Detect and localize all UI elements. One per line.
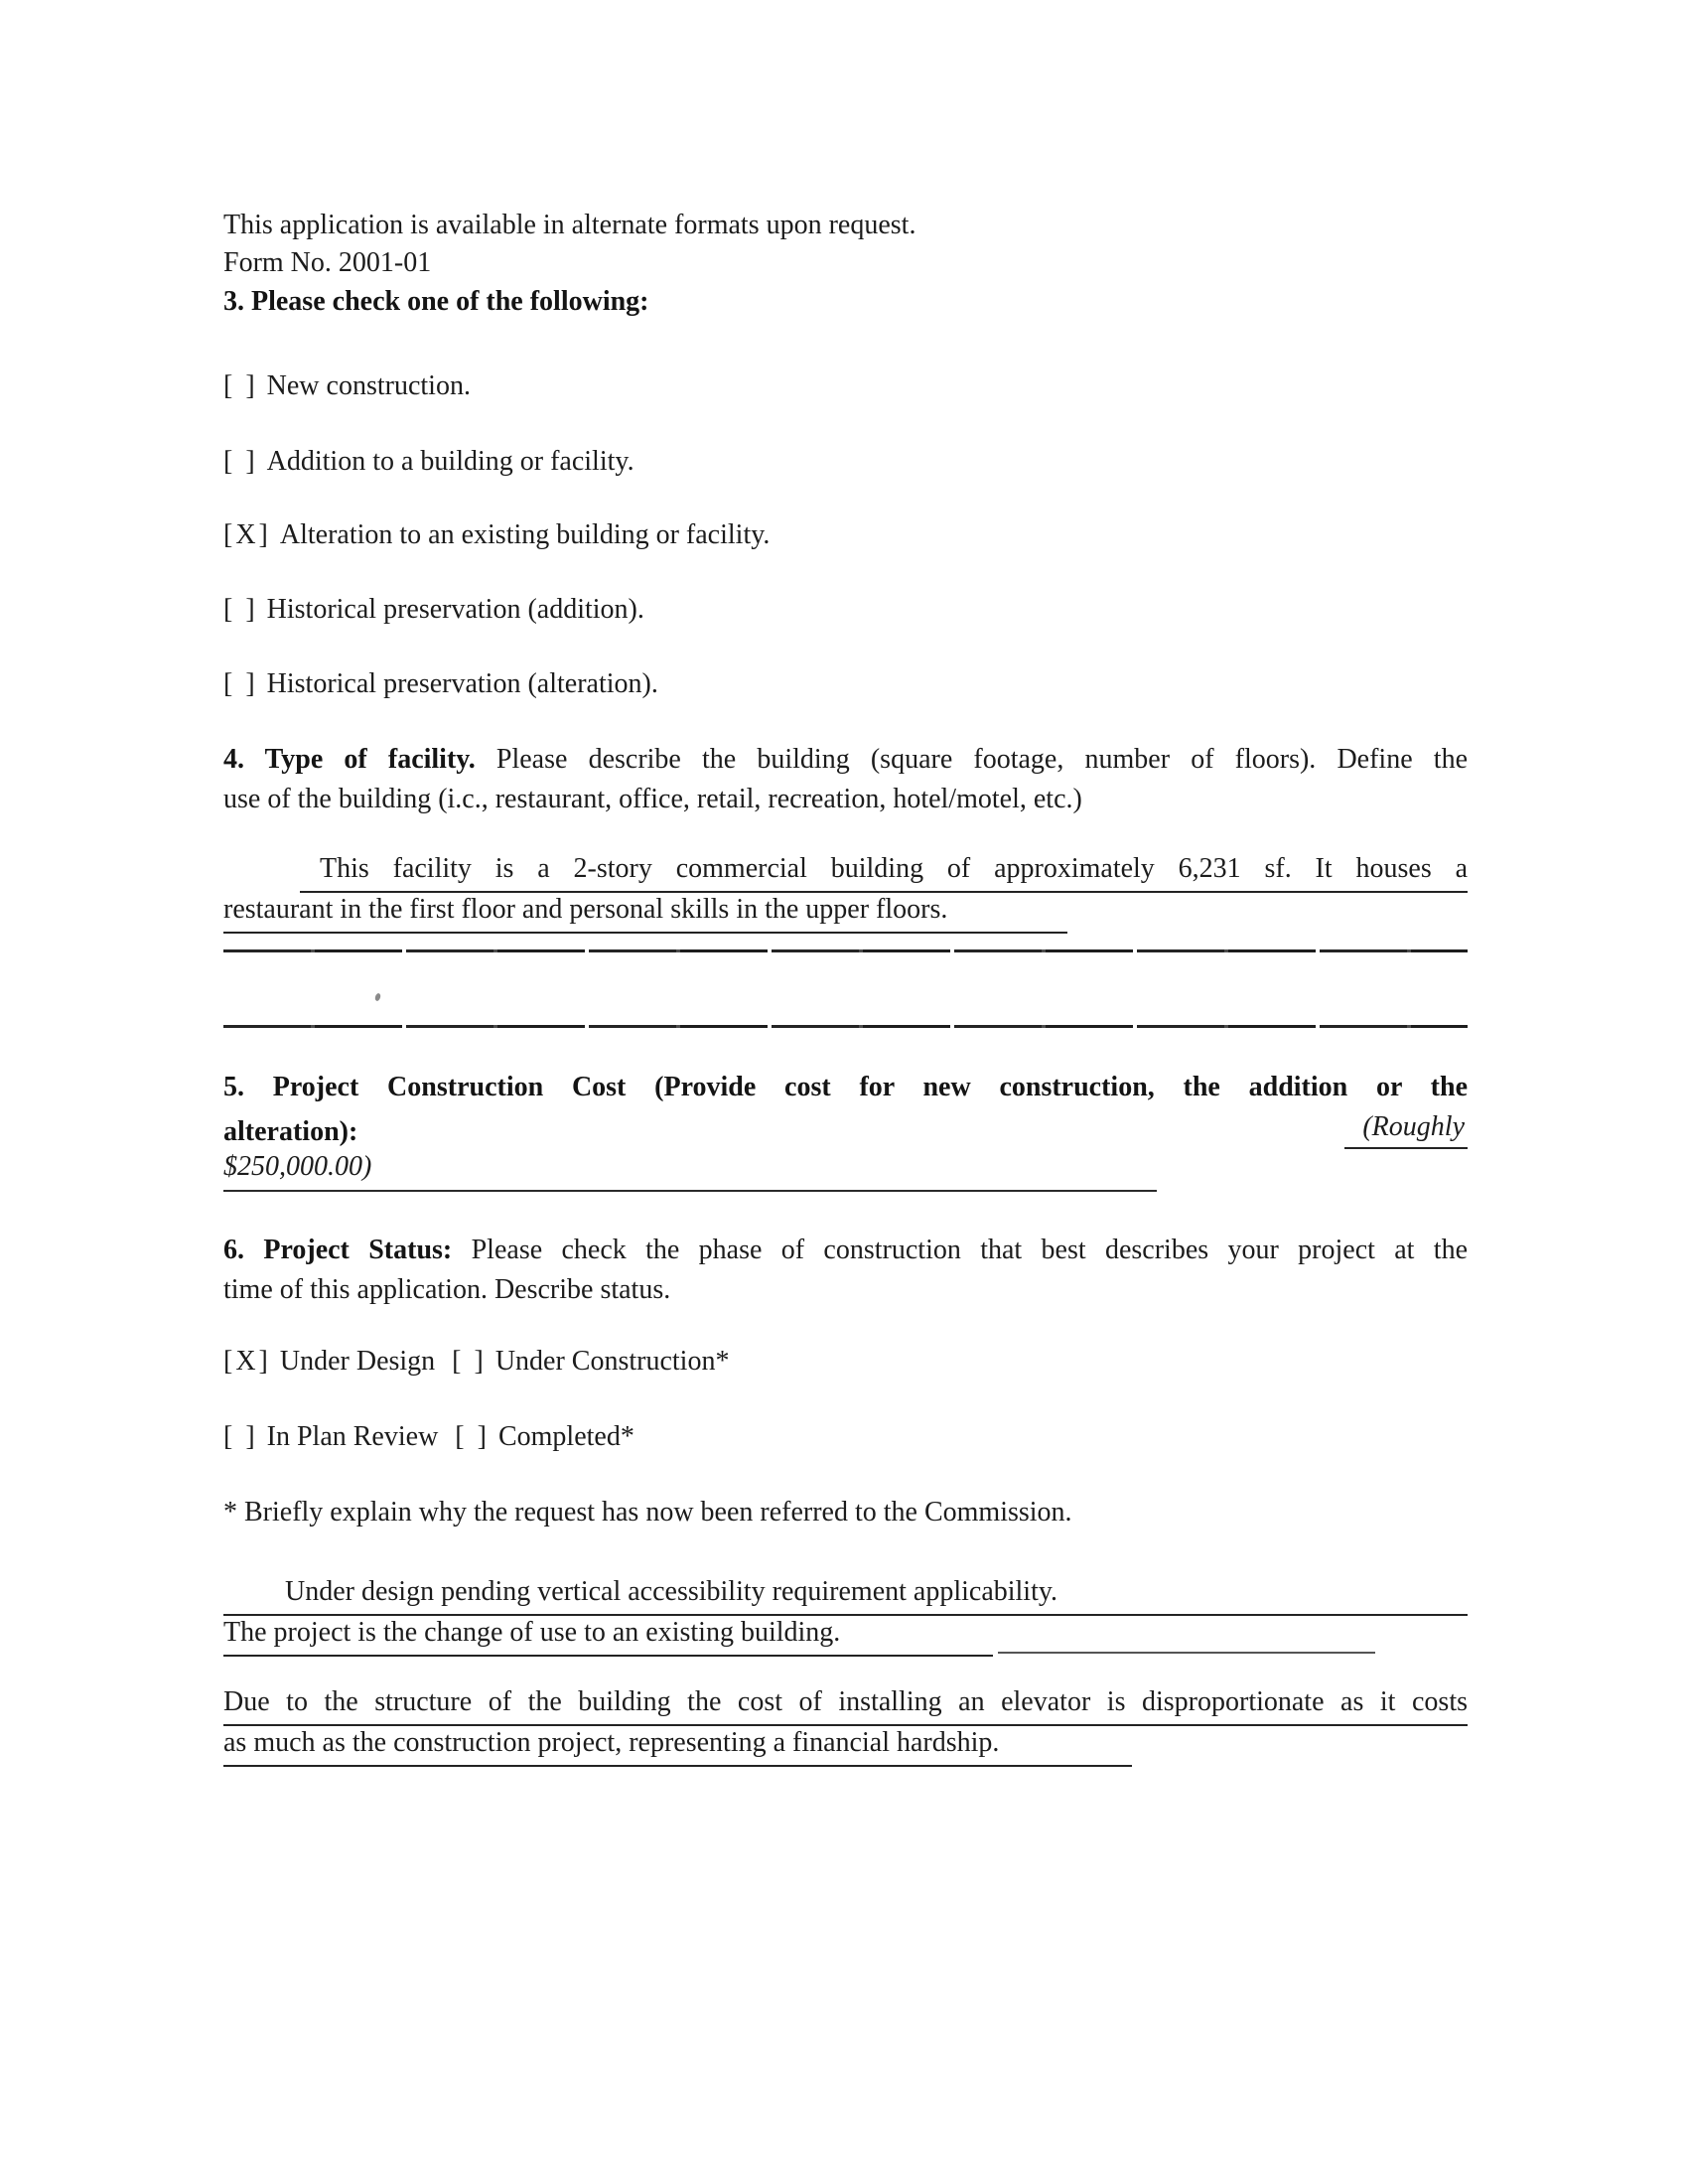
checkbox-in-plan-review: [ ]: [223, 1421, 258, 1452]
checkbox-label: Alteration to an existing building or facility.: [279, 519, 771, 550]
section-5-heading-line-1: 5. Project Construction Cost (Provide cost for new construction, the addition or the: [223, 1072, 1468, 1102]
blank-answer-line: [223, 949, 1468, 952]
checkbox-row-alteration: [223, 518, 1468, 552]
section-6-heading-line-1: [223, 1234, 1468, 1267]
checkbox-row-historical-alteration: [223, 667, 1468, 701]
checkbox-row-historical-addition: [223, 593, 1468, 627]
checkbox-completed: [ ]: [455, 1421, 490, 1452]
section-4-heading-rest: Please describe the building (square footage, number of floors). Define the: [495, 744, 1468, 775]
blank-answer-line: [223, 1025, 1468, 1028]
checkbox-row-new-construction: [223, 369, 1468, 403]
status-label-under-construction: Under Construction*: [494, 1346, 730, 1377]
asterisk-note: * Briefly explain why the request has now been referred to the Commission.: [223, 1497, 1072, 1528]
facility-answer-line-1: This facility is a 2-story commercial building of approximately 6,231 sf. It houses a: [300, 852, 1468, 893]
section-6-heading-bold: 6. Project Status:: [223, 1235, 453, 1265]
cost-answer-amount: $250,000.00): [223, 1150, 1157, 1192]
status-label-under-design: Under Design: [279, 1346, 436, 1377]
checkbox-row-addition: [223, 445, 1468, 479]
ink-speck: [374, 992, 381, 1001]
checkbox-alteration-checked: [X]: [223, 519, 271, 550]
checkbox-label: Addition to a building or facility.: [266, 446, 634, 477]
facility-answer-line-2: restaurant in the first floor and personal skills in the upper floors.: [223, 893, 1067, 934]
checkbox-under-construction: [ ]: [452, 1346, 487, 1377]
checkbox-label: New construction.: [266, 370, 471, 401]
status-label-in-plan-review: In Plan Review: [266, 1421, 439, 1452]
status-answer-line-1: Under design pending vertical accessibility requirement applicability.: [223, 1575, 1468, 1616]
cost-answer-roughly: (Roughly: [1344, 1110, 1468, 1149]
alternate-formats-notice: This application is available in alternate formats upon request.: [223, 210, 916, 240]
section-6-heading-line-2: time of this application. Describe status.: [223, 1274, 671, 1305]
checkbox-label: Historical preservation (addition).: [266, 594, 644, 625]
blank-answer-line-extension: [998, 1652, 1375, 1654]
checkbox-historical-addition: [ ]: [223, 594, 258, 625]
checkbox-label: Historical preservation (alteration).: [266, 668, 658, 699]
section-3-heading: 3. Please check one of the following:: [223, 286, 649, 317]
checkbox-addition: [ ]: [223, 446, 258, 477]
section-5-heading-line-2: [223, 1110, 1468, 1149]
form-number: Form No. 2001-01: [223, 247, 432, 278]
status-row-1: [223, 1345, 1468, 1379]
hardship-answer-line-2: as much as the construction project, representing a financial hardship.: [223, 1726, 1132, 1767]
section-4-heading-line-1: [223, 743, 1468, 777]
status-label-completed: Completed*: [497, 1421, 634, 1452]
section-6-heading-rest: Please check the phase of construction that best describes your project at the: [471, 1235, 1469, 1265]
section-4-heading-bold: 4. Type of facility.: [223, 744, 476, 775]
section-5-heading-bold: alteration):: [223, 1116, 358, 1147]
checkbox-under-design-checked: [X]: [223, 1346, 271, 1377]
status-answer-line-2: The project is the change of use to an existing building.: [223, 1616, 993, 1657]
hardship-answer-line-1: Due to the structure of the building the cost of installing an elevator is disproportionate as it costs: [223, 1685, 1468, 1726]
checkbox-historical-alteration: [ ]: [223, 668, 258, 699]
section-4-heading-line-2: use of the building (i.c., restaurant, office, retail, recreation, hotel/motel, etc.): [223, 784, 1082, 814]
status-row-2: [223, 1420, 1468, 1454]
checkbox-new-construction: [ ]: [223, 370, 258, 401]
